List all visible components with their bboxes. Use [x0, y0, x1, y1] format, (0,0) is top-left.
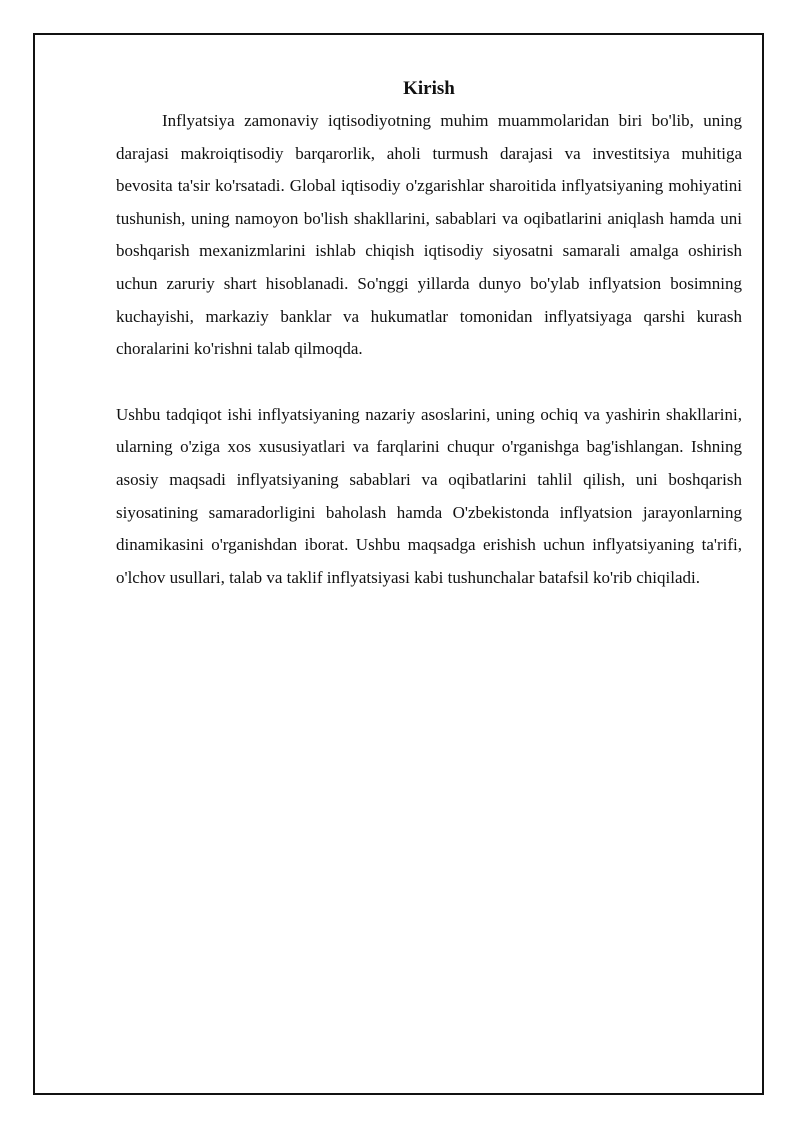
document-body — [116, 76, 742, 594]
paragraph-2: Ushbu tadqiqot ishi inflyatsiyaning nazariy asoslarini, uning ochiq va yashirin shakllarini, ularning o'ziga xos xususiyatlari va farqlarini chuqur o'rganishga bag'ishlangan. Ishning asosiy maqsadi inflyatsiyaning sabablari va oqibatlarini tahlil qilish, uni boshqarish siyosatining samaradorligini baholash hamda O'zbekistonda inflyatsion jarayonlarning dinamikasini o'rganishdan iborat. Ushbu maqsadga erishish uchun inflyatsiyaning ta'rifi, o'lchov usullari, talab va taklif inflyatsiyasi kabi tushunchalar batafsil ko'rib chiqiladi. — [116, 404, 742, 587]
document-title: Kirish — [403, 78, 455, 99]
paragraph-spacer — [116, 366, 742, 399]
paragraph-1: Inflyatsiya zamonaviy iqtisodiyotning muhim muammolaridan biri bo'lib, uning darajasi makroiqtisodiy barqarorlik, aholi turmush darajasi va investitsiya muhitiga bevosita ta'sir ko'rsatadi. Global iqtisodiy o'zgarishlar sharoitida inflyatsiyaning mohiyatini tushunish, uning namoyon bo'lish shakllarini, sabablari va oqibatlarini aniqlash hamda uni boshqarish mexanizmlarini ishlab chiqish iqtisodiy siyosatni samarali amalga oshirish uchun zaruriy shart hisoblanadi. So'nggi yillarda dunyo bo'ylab inflyatsion bosimning kuchayishi, markaziy banklar va hukumatlar tomonidan inflyatsiyaga qarshi kurash choralarini ko'rishni talab qilmoqda. — [116, 111, 742, 359]
